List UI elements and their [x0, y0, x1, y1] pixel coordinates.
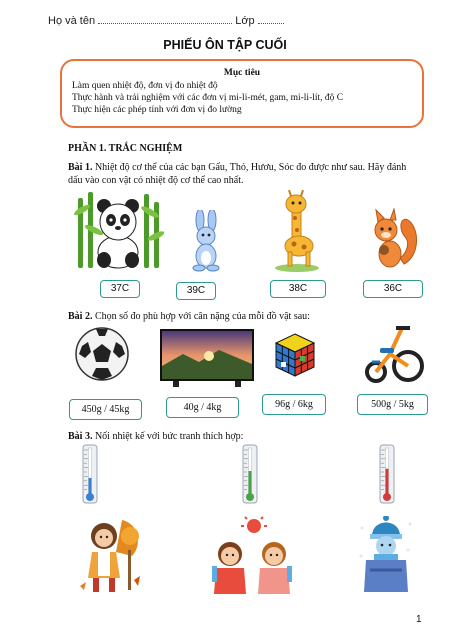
- section-1-heading: PHẦN 1. TRẮC NGHIỆM: [68, 143, 183, 154]
- name-label: Họ và tên: [48, 15, 96, 27]
- thermometer-bulb: [246, 493, 254, 501]
- answer-box-television[interactable]: 40g / 4kg: [166, 397, 239, 418]
- page-title: PHIẾU ÔN TẬP CUỐI: [163, 38, 287, 52]
- exercise-1-question: Nhiệt độ cơ thể của các bạn Gấu, Thỏ, Hươu, Sóc đo được như sau. Hãy đánh dấu vào con vật có nhiệt độ cơ thể cao nhất.: [68, 162, 407, 186]
- exercise-1-text: [68, 161, 413, 187]
- rabbit-picture: [186, 210, 226, 272]
- class-blank[interactable]: [258, 14, 284, 24]
- objectives-box: [60, 59, 424, 128]
- objective-item: Thực hành và trải nghiệm với các đơn vị mi-li-mét, gam, mi-li-lít, độ C: [72, 93, 344, 103]
- thermometer-green[interactable]: [240, 444, 260, 506]
- page-number: 1: [416, 614, 422, 625]
- class-label: Lớp: [235, 15, 255, 27]
- television-picture: [159, 328, 255, 390]
- answer-box-tricycle[interactable]: 500g / 5kg: [357, 394, 428, 415]
- answer-box-panda[interactable]: 37C: [100, 280, 140, 298]
- thermometer-liquid: [89, 478, 92, 494]
- exercise-2-question: Chọn số đo phù hợp với cân nặng của mỗi đồ vật sau:: [94, 311, 310, 322]
- cold-winter-boy-picture: [358, 516, 414, 594]
- exercise-2-label: Bài 2.: [68, 311, 93, 322]
- answer-box-rubiks-cube[interactable]: 96g / 6kg: [262, 394, 326, 415]
- thermometer-red[interactable]: [377, 444, 397, 506]
- thermometer-blue[interactable]: [80, 444, 100, 506]
- thermometer-liquid: [386, 469, 389, 494]
- squirrel-picture: [370, 208, 420, 272]
- answer-box-rabbit[interactable]: 39C: [176, 282, 216, 300]
- thermometer-bulb: [86, 493, 94, 501]
- answer-box-squirrel[interactable]: 36C: [363, 280, 423, 298]
- hot-summer-kids-picture: [204, 516, 300, 594]
- answer-box-soccer-ball[interactable]: 450g / 45kg: [69, 399, 142, 420]
- soccer-ball-picture: [74, 326, 130, 382]
- exercise-1-label: Bài 1.: [68, 162, 93, 173]
- answer-box-giraffe[interactable]: 38C: [270, 280, 326, 298]
- giraffe-picture: [272, 190, 322, 272]
- tricycle-picture: [362, 322, 428, 384]
- objectives-heading: Mục tiêu: [223, 68, 261, 78]
- thermometer-liquid: [249, 471, 252, 494]
- rubiks-cube-picture: [274, 332, 316, 378]
- objective-item: Làm quen nhiệt độ, đơn vị đo nhiệt độ: [72, 81, 218, 91]
- exercise-3-question: Nối nhiệt kế với bức tranh thích hợp:: [94, 431, 244, 442]
- student-info-line: [48, 14, 284, 27]
- exercise-3-text: [68, 430, 413, 443]
- panda-picture: [72, 190, 164, 272]
- objective-item: Thực hiện các phép tính với đơn vị đo lường: [72, 105, 242, 115]
- thermometer-bulb: [383, 493, 391, 501]
- exercise-3-label: Bài 3.: [68, 431, 93, 442]
- autumn-girl-picture: [78, 516, 142, 594]
- name-blank[interactable]: [98, 14, 232, 24]
